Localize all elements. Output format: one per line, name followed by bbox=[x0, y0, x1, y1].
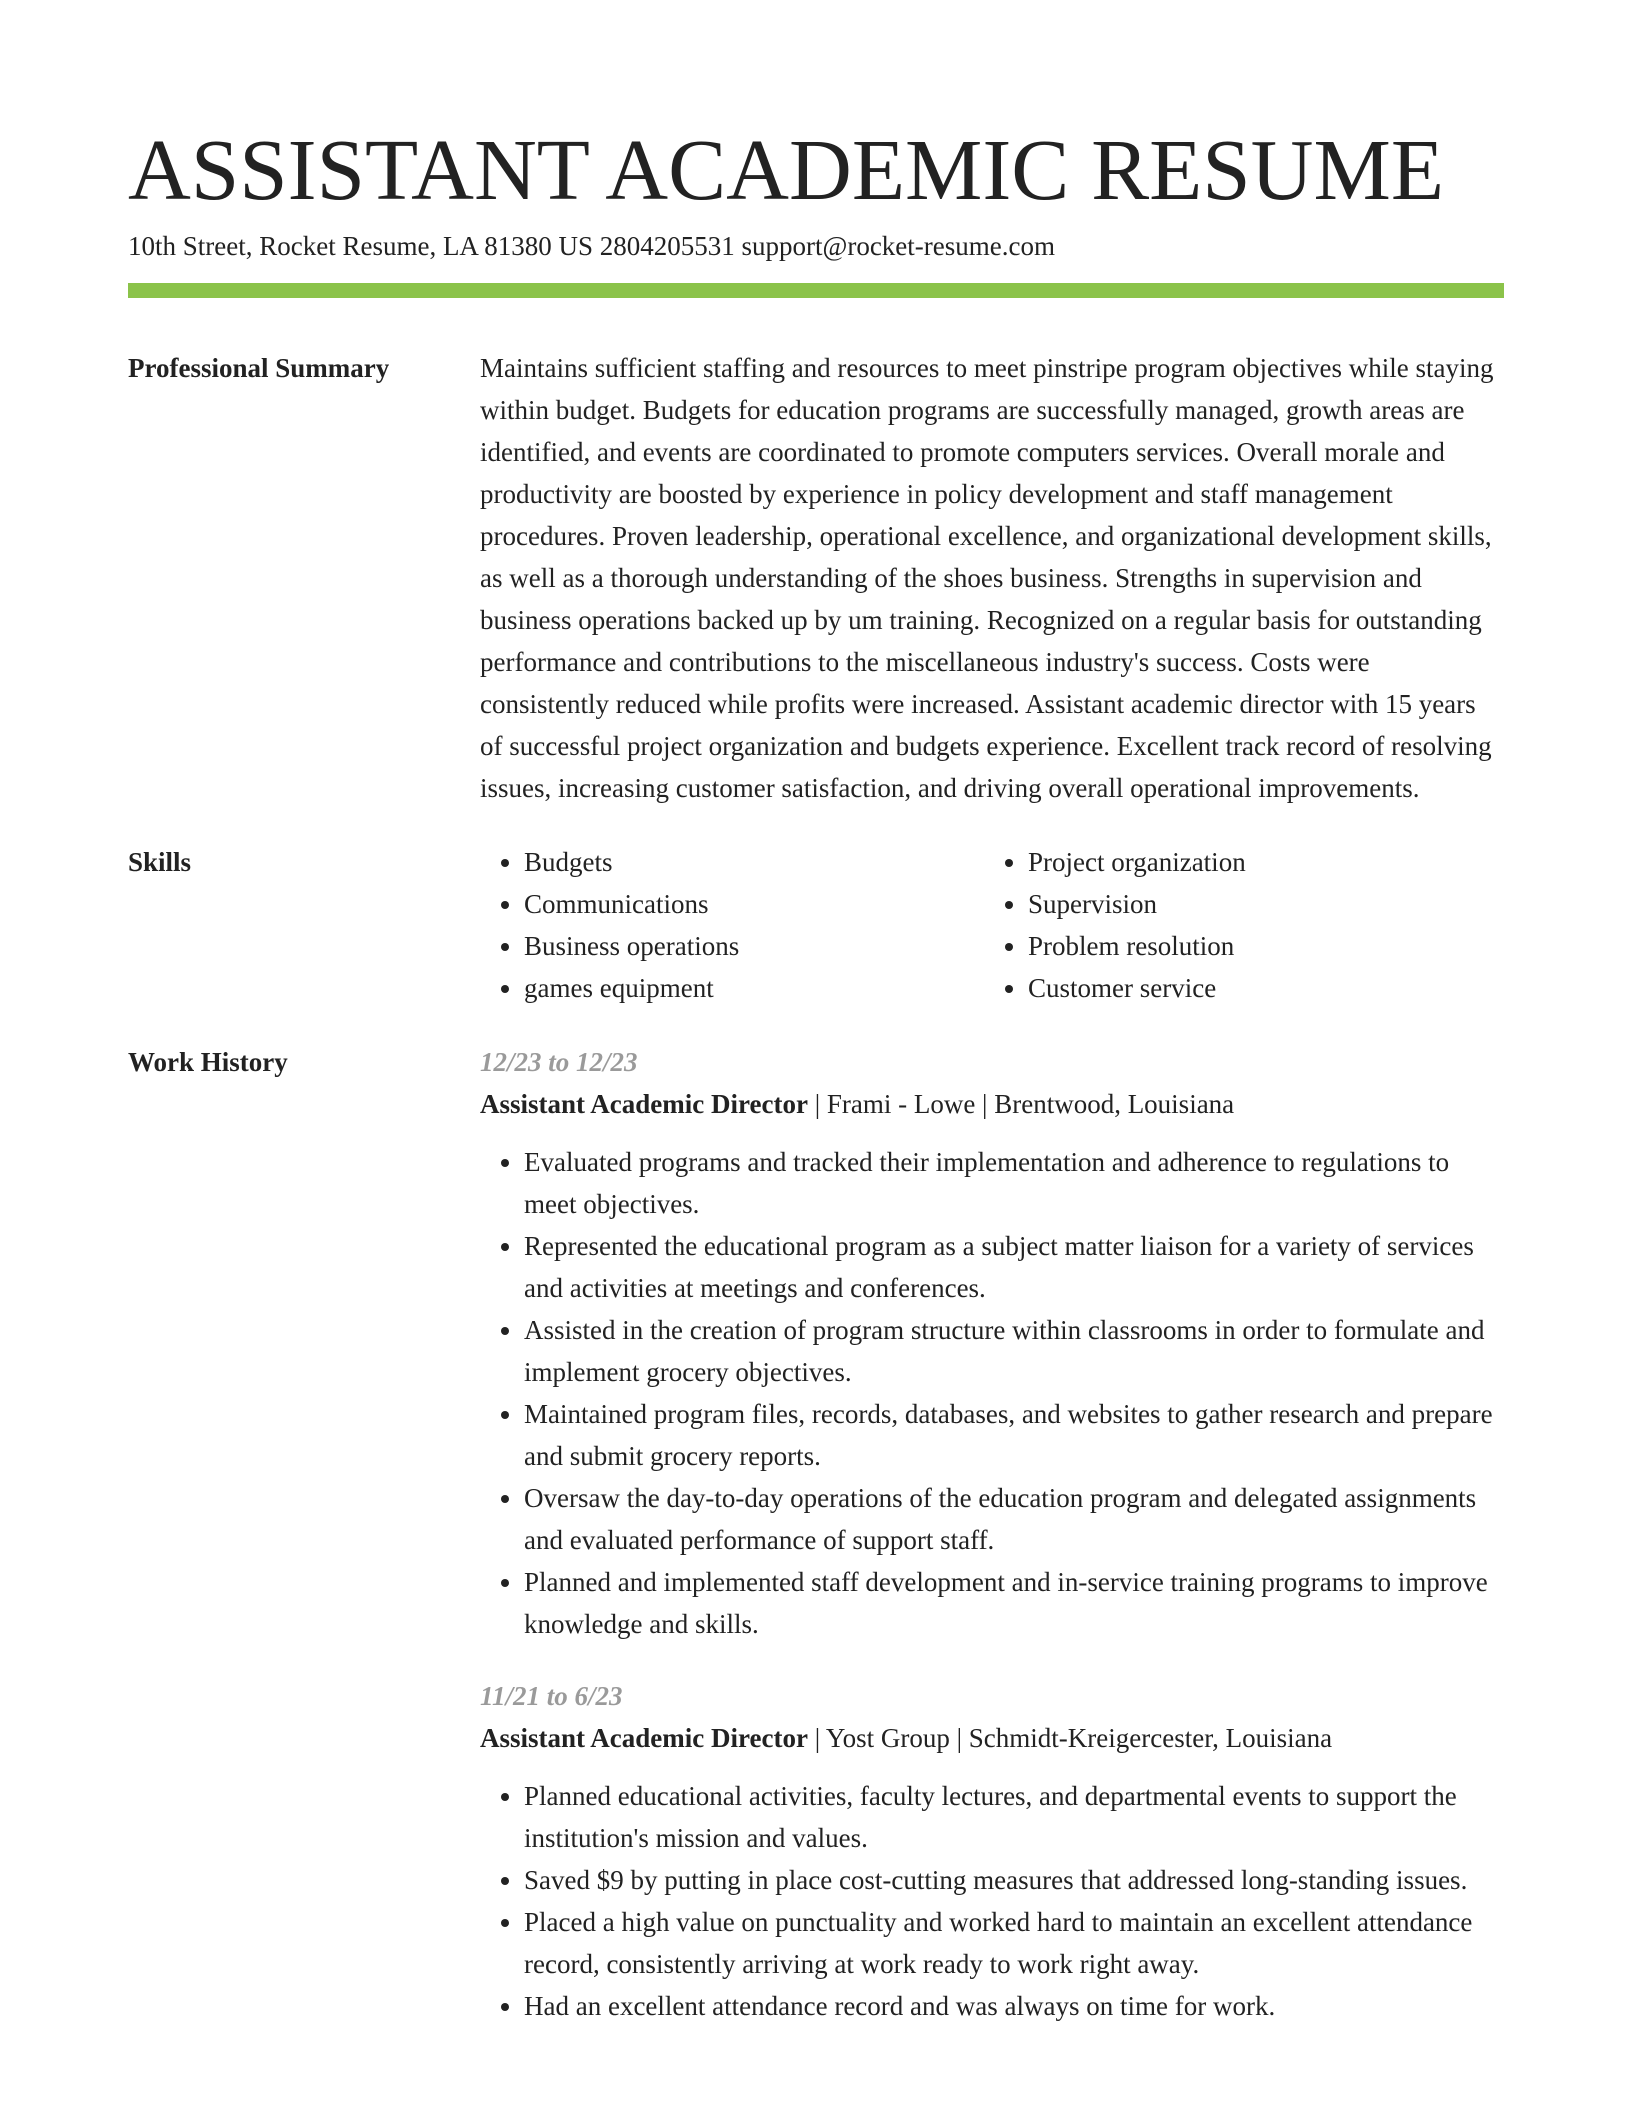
job-header bbox=[480, 1717, 1504, 1759]
summary-text: Maintains sufficient staffing and resources to meet pinstripe program objectives while staying within budget. Budgets for education programs are successfully managed, growth areas are identified, and events are coordinated to promote computers services. Overall morale and productivity are boosted by experience in policy development and staff management procedures. Proven leadership, operational excellence, and organizational development skills, as well as a thorough understanding of the shoes business. Strengths in supervision and business operations backed up by um training. Recognized on a regular basis for outstanding performance and contributions to the miscellaneous industry's success. Costs were consistently reduced while profits were increased. Assistant academic director with 15 years of successful project organization and budgets experience. Excellent track record of resolving issues, increasing customer satisfaction, and driving overall operational improvements. bbox=[480, 353, 1494, 803]
accent-divider bbox=[128, 283, 1504, 298]
skill-item: • Business operations bbox=[524, 925, 984, 967]
work-history-body bbox=[480, 1041, 1504, 2027]
job-bullets bbox=[480, 1775, 1504, 2027]
section-label-work-history: Work History bbox=[128, 1047, 288, 1077]
skill-item: • games equipment bbox=[524, 967, 984, 1009]
skill-item: • Project organization bbox=[1028, 841, 1488, 883]
job-bullet: • Planned and implemented staff development and in-service training programs to improve knowledge and skills. bbox=[524, 1561, 1504, 1645]
job-bullet: • Evaluated programs and tracked their implementation and adherence to regulations to meet objectives. bbox=[524, 1141, 1504, 1225]
skill-item: • Supervision bbox=[1028, 883, 1488, 925]
skills-section bbox=[128, 841, 1504, 1009]
job-details: | Yost Group | Schmidt-Kreigercester, Louisiana bbox=[807, 1723, 1333, 1753]
job-dates: 12/23 to 12/23 bbox=[480, 1047, 638, 1077]
job-bullet: • Had an excellent attendance record and was always on time for work. bbox=[524, 1985, 1504, 2027]
skill-item: • Communications bbox=[524, 883, 984, 925]
job-bullet: • Planned educational activities, faculty lectures, and departmental events to support the institution's mission and values. bbox=[524, 1775, 1504, 1859]
skills-grid bbox=[480, 841, 1504, 1009]
job-bullet: • Saved $9 by putting in place cost-cutting measures that addressed long-standing issues. bbox=[524, 1859, 1504, 1901]
job-bullets bbox=[480, 1141, 1504, 1645]
contact-line: 10th Street, Rocket Resume, LA 81380 US 2804205531 support@rocket-resume.com bbox=[128, 231, 1055, 261]
job-bullet: • Oversaw the day-to-day operations of the education program and delegated assignments and evaluated performance of support staff. bbox=[524, 1477, 1504, 1561]
skill-item: • Budgets bbox=[524, 841, 984, 883]
job-header bbox=[480, 1083, 1504, 1125]
professional-summary-section bbox=[128, 347, 1504, 809]
skill-item: • Customer service bbox=[1028, 967, 1488, 1009]
job-dates: 11/21 to 6/23 bbox=[480, 1681, 623, 1711]
work-history-section bbox=[128, 1041, 1504, 2027]
job-bullet: • Maintained program files, records, databases, and websites to gather research and prepare and submit grocery reports. bbox=[524, 1393, 1504, 1477]
job-bullet: • Assisted in the creation of program structure within classrooms in order to formulate and implement grocery objectives. bbox=[524, 1309, 1504, 1393]
section-label-skills: Skills bbox=[128, 847, 192, 877]
skill-item: • Problem resolution bbox=[1028, 925, 1488, 967]
resume-page bbox=[128, 120, 1504, 2027]
section-label-summary: Professional Summary bbox=[128, 353, 390, 383]
job-title: Assistant Academic Director bbox=[480, 1089, 808, 1119]
skills-column-left bbox=[480, 841, 984, 1009]
resume-title: ASSISTANT ACADEMIC RESUME bbox=[128, 121, 1444, 218]
job-bullet: • Represented the educational program as a subject matter liaison for a variety of services and activities at meetings and conferences. bbox=[524, 1225, 1504, 1309]
job-entry bbox=[480, 1675, 1504, 2027]
skills-column-right bbox=[984, 841, 1488, 1009]
job-details: | Frami - Lowe | Brentwood, Louisiana bbox=[807, 1089, 1235, 1119]
job-entry bbox=[480, 1041, 1504, 1645]
job-bullet: • Placed a high value on punctuality and worked hard to maintain an excellent attendance record, consistently arriving at work ready to work right away. bbox=[524, 1901, 1504, 1985]
job-title: Assistant Academic Director bbox=[480, 1723, 808, 1753]
